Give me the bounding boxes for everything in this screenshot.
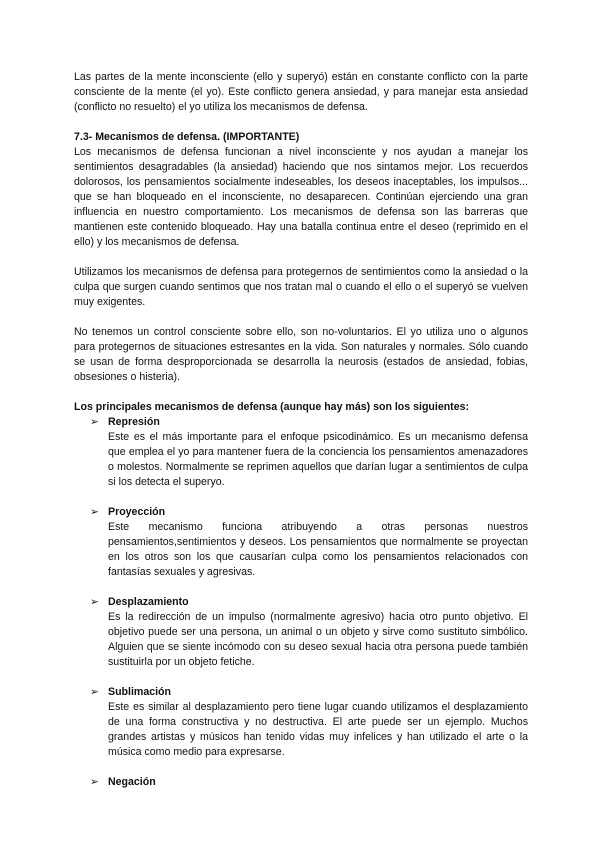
list-heading: Los principales mecanismos de defensa (aunque hay más) son los siguientes: — [74, 401, 470, 413]
mechanism-title: Sublimación — [108, 686, 171, 698]
mechanism-title: Proyección — [108, 506, 166, 518]
section-paragraph-1: Los mecanismos de defensa funcionan a nivel inconsciente y nos ayudan a manejar los sentimientos desagradables (la ansiedad) haciendo que nos sintamos mejor. Los recuerdos dolorosos, los pensamientos socialmente indeseables, los deseos inaceptables, los impulsos... que se han bloqueado en el inconsciente, no desaparecen. Continúan ejerciendo una gran influencia en nuestro comportamiento. Los mecanismos de defensa son las barreras que mantienen este contenido bloqueado. Hay una batalla continua entre el deseo (reprimido en el ello) y los mecanismos de defensa. — [74, 146, 528, 248]
section-title: 7.3- Mecanismos de defensa. (IMPORTANTE) — [74, 131, 300, 143]
arrow-bullet-icon: ➢ — [90, 596, 99, 608]
mechanism-title: Desplazamiento — [108, 596, 189, 608]
mechanism-text: Este es similar al desplazamiento pero tiene lugar cuando utilizamos el desplazamiento de una forma constructiva y no destructiva. El arte puede ser un ejemplo. Muchos grandes artistas y músicos han tenido vidas muy infelices y han utilizado el arte o la música como medio para expresarse. — [108, 701, 528, 758]
list-item — [74, 775, 528, 790]
intro-paragraph: Las partes de la mente inconsciente (ello y superyó) están en constante conflicto con la parte consciente de la mente (el yo). Este conflicto genera ansiedad, y para manejar esta ansiedad (conflicto no resuelto) el yo utiliza los mecanismos de defensa. — [74, 71, 528, 113]
arrow-bullet-icon: ➢ — [90, 686, 99, 698]
mechanism-text: Es la redirección de un impulso (normalmente agresivo) hacia otro punto objetivo. El objetivo puede ser una persona, un animal o un objeto y sirve como sustituto simbólico. Alguien que se siente incómodo con su deseo sexual hacia otra persona puede también sustituirla por un objeto fetiche. — [108, 611, 528, 668]
list-item — [74, 415, 528, 490]
section-paragraph-2: Utilizamos los mecanismos de defensa para protegernos de sentimientos como la ansiedad o la culpa que surgen cuando sentimos que nos tratan mal o cuando el ello o el superyó se vuelven muy exigentes. — [74, 266, 528, 308]
arrow-bullet-icon: ➢ — [90, 506, 99, 518]
document-page — [74, 70, 528, 790]
section-paragraph-3: No tenemos un control consciente sobre ello, son no-voluntarios. El yo utiliza uno o algunos para protegernos de situaciones estresantes en la vida. Son naturales y normales. Sólo cuando se usan de forma desproporcionada se desarrolla la neurosis (estados de ansiedad, fobias, obsesiones o histeria). — [74, 326, 528, 383]
mechanism-text: Este es el más importante para el enfoque psicodinámico. Es un mecanismo defensa que emplea el yo para mantener fuera de la conciencia los pensamientos amenazadores o molestos. Normalmente se reprimen aquellos que darían lugar a sentimientos de culpa si los detecta el superyo. — [108, 431, 528, 488]
mechanism-title: Represión — [108, 416, 160, 428]
arrow-bullet-icon: ➢ — [90, 776, 99, 788]
arrow-bullet-icon: ➢ — [90, 416, 99, 428]
list-item — [74, 505, 528, 580]
mechanism-title: Negación — [108, 776, 156, 788]
mechanism-list — [74, 415, 528, 790]
mechanism-text: Este mecanismo funciona atribuyendo a otras personas nuestros pensamientos,sentimientos y deseos. Los pensamientos que normalmente se proyectan en los otros son los que causarían culpa como los pensamientos relacionados con fantasías sexuales y agresivas. — [108, 521, 528, 578]
list-item — [74, 685, 528, 760]
list-item — [74, 595, 528, 670]
